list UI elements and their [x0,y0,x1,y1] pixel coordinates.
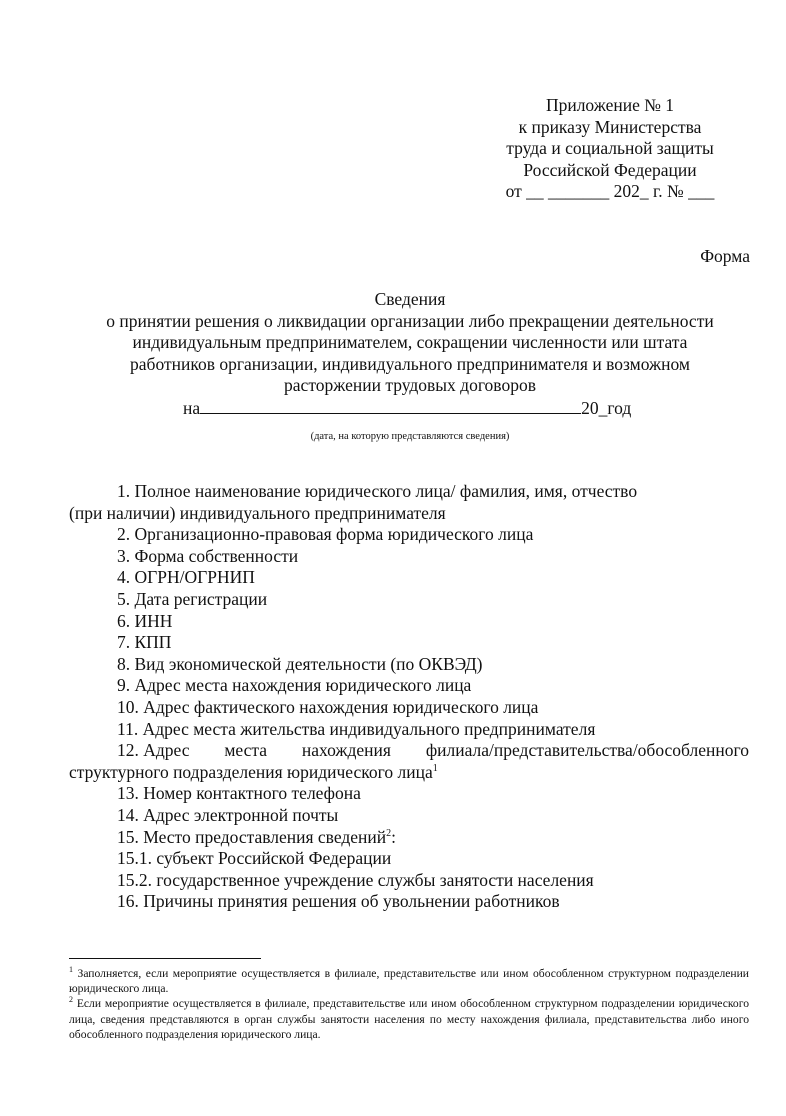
appendix-line: труда и социальной защиты [506,138,714,159]
item-text: 15. Место предоставления сведений [117,826,387,847]
footnote-ref[interactable]: 2 [386,827,392,839]
date-suffix: 20_год [581,398,632,418]
title-line: о принятии решения о ликвидации организации либо прекращении деятельности [106,310,714,331]
list-item: 14. Адрес электронной почты [117,804,339,825]
title-line: работников организации, индивидуального предпринимателя и возможном [130,353,690,374]
list-item-continuation: (при наличии) индивидуального предпринимателя [69,502,446,523]
footnote-mark: 1 [69,965,73,975]
appendix-line: Приложение № 1 [545,95,675,115]
list-item: 10. Адрес фактического нахождения юридического лица [117,696,539,717]
footnote [69,996,749,1042]
list-item: 3. Форма собственности [117,545,299,566]
footnote-divider [69,958,261,959]
date-fill-line [183,397,631,419]
appendix-line: от __ _______ 202_ г. № ___ [505,181,715,202]
form-label: Форма [700,246,750,266]
title-line: Сведения [374,289,446,309]
list-item [69,827,749,849]
date-prefix: на [183,398,201,418]
list-item-continuation [69,762,749,784]
item-word: 12. Адрес [117,740,190,761]
list-item: 15.2. государственное учреждение службы занятости населения [117,869,594,890]
item-word: места [224,740,268,761]
title-line: расторжении трудовых договоров [284,375,536,396]
list-item: 2. Организационно-правовая форма юридического лица [117,524,534,545]
list-item: 4. ОГРН/ОГРНИП [117,567,255,588]
footnote-text: Если мероприятие осуществляется в филиале, представительстве или ином обособленном структурном подразделении юридического лица, сведения представляются в орган службы занятости населения по месту нахождения филиала, представительства либо иного обособленного подразделения юридического лица. [69,997,749,1041]
list-item: 11. Адрес места жительства индивидуального предпринимателя [117,718,596,739]
footnote [69,966,749,996]
list-item: 15.1. субъект Российской Федерации [117,848,392,869]
item-colon: : [391,826,397,847]
items-list [69,481,749,913]
list-item: 9. Адрес места нахождения юридического лица [117,675,472,696]
list-item: 1. Полное наименование юридического лица/ фамилия, имя, отчество [117,481,638,501]
list-item: 5. Дата регистрации [117,588,268,609]
footnote-ref[interactable]: 1 [432,762,438,774]
document-title [60,289,760,397]
title-line: индивидуальным предпринимателем, сокращении численности или штата [132,332,688,353]
list-item: 8. Вид экономической деятельности (по ОКВЭД) [117,653,483,674]
list-item [69,740,749,762]
list-item: 16. Причины принятия решения об увольнении работников [117,891,560,912]
appendix-header [460,95,760,203]
footnote-mark: 2 [69,995,73,1005]
list-item: 13. Номер контактного телефона [117,783,361,804]
date-blank-field[interactable] [200,397,581,414]
date-caption: (дата, на которую представляются сведения) [310,431,510,442]
footnote-text: Заполняется, если мероприятие осуществляется в филиале, представительстве или ином обособленном структурном подразделении юридического лица. [69,967,749,996]
list-item: 6. ИНН [117,610,173,631]
list-item: 7. КПП [117,632,172,653]
footnotes [69,966,749,1042]
item-word: филиала/представительства/обособленного [425,740,749,761]
item-text: структурного подразделения юридического лица [69,761,433,782]
appendix-line: Российской Федерации [523,159,697,180]
item-word: нахождения [301,740,391,761]
appendix-line: к приказу Министерства [518,116,702,137]
